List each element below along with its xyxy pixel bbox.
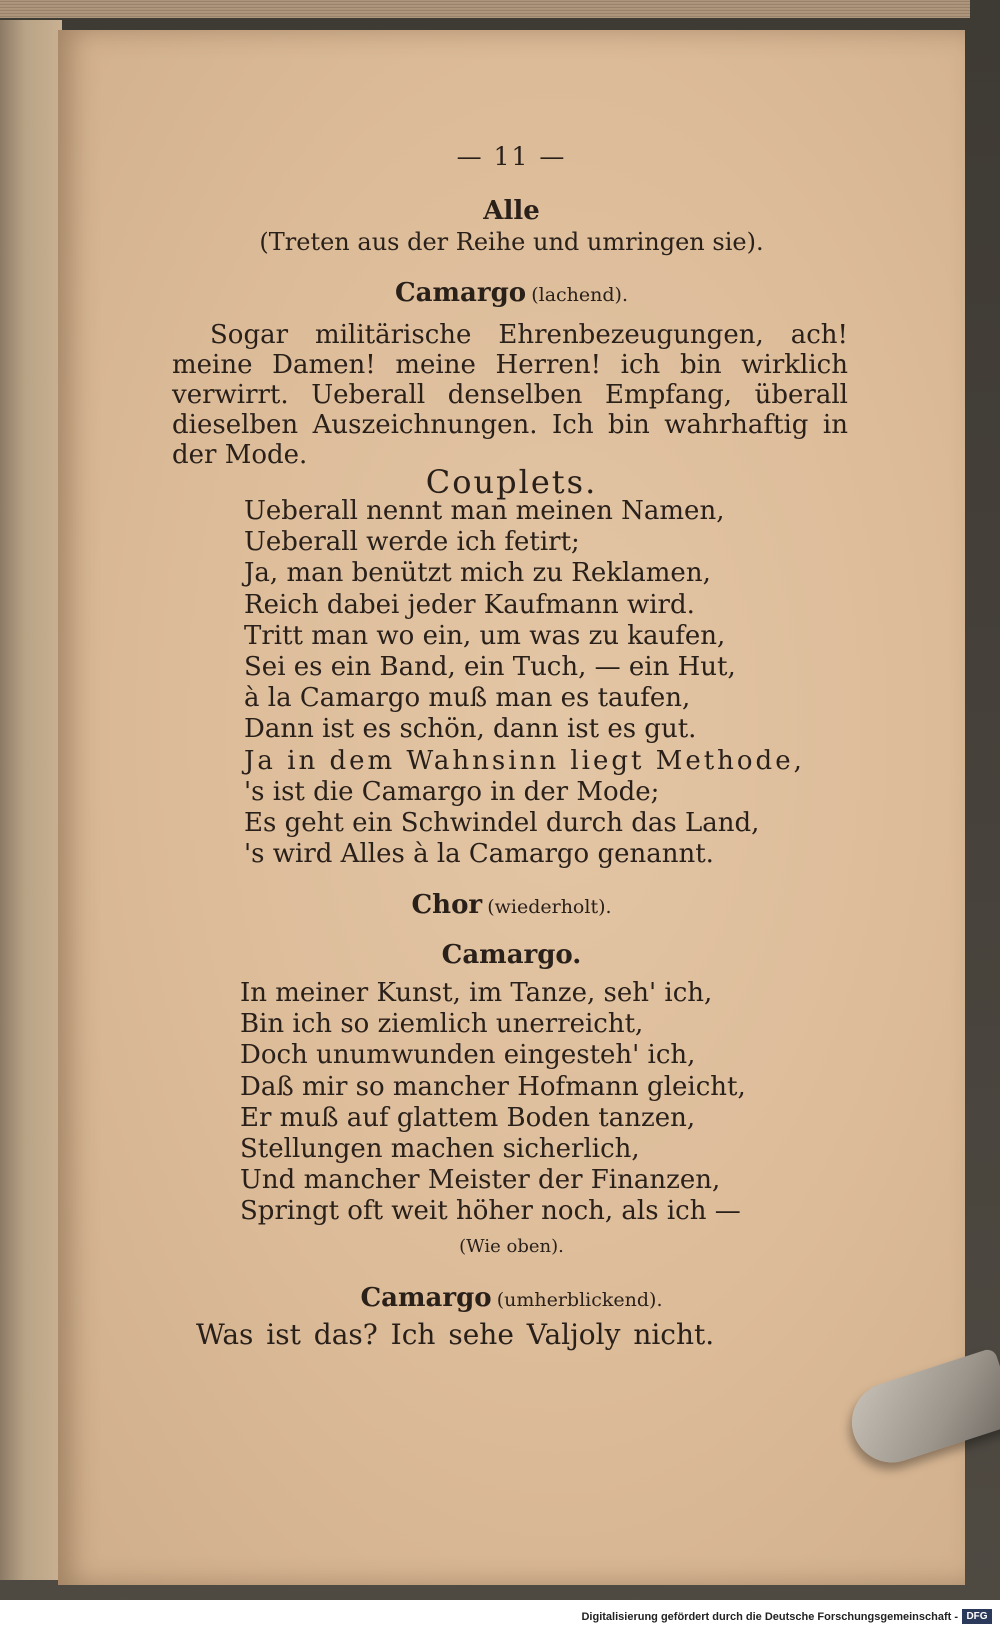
verse-line: Tritt man wo ein, um was zu kaufen, — [244, 620, 726, 651]
dfg-logo: DFG — [962, 1609, 992, 1624]
verse-line: Ueberall werde ich fetirt; — [244, 527, 580, 558]
book-top-edge — [0, 0, 970, 18]
verse-line: Dann ist es schön, dann ist es gut. — [244, 714, 697, 745]
speaker-chor: Chor — [411, 890, 483, 920]
verse-line: Ja, man benützt mich zu Reklamen, — [244, 558, 711, 589]
verse-line: 's wird Alles à la Camargo genannt. — [244, 839, 714, 870]
verse-line: 's ist die Camargo in der Mode; — [244, 776, 660, 807]
couplets-heading: Couplets. — [425, 463, 598, 501]
digitization-credit: Digitalisierung gefördert durch die Deutsche Forschungsgemeinschaft - — [581, 1611, 958, 1623]
stage-direction-camargo-1: (lachend). — [531, 284, 628, 306]
verse-2 — [240, 978, 746, 1228]
verse-line: Ueberall nennt man meinen Namen, — [244, 496, 725, 526]
verse-line: Es geht ein Schwindel durch das Land, — [244, 808, 760, 839]
verse-line: Stellungen machen sicherlich, — [240, 1134, 640, 1165]
verse-line: Ja in dem Wahnsinn liegt Methode, — [244, 745, 805, 776]
verse-line: In meiner Kunst, im Tanze, seh' ich, — [240, 978, 713, 1008]
speaker-camargo-3-line — [58, 1283, 965, 1313]
page-number: — 11 — — [456, 142, 567, 171]
verse-line: Er muß auf glattem Boden tanzen, — [240, 1102, 696, 1133]
stage-direction-wie-oben: (Wie oben). — [459, 1236, 564, 1257]
dialogue-paragraph: Sogar militärische Ehrenbezeugungen, ach! meine Damen! meine Herren! ich bin wirklich verwirrt. Ueberall denselben Empfang, überall dieselben Auszeichnungen. Ich bin wahrhaftig in der Mode. — [172, 320, 848, 470]
speaker-alle: Alle — [483, 196, 540, 226]
left-page-edge — [0, 20, 62, 1580]
verse-line: Doch unumwunden eingesteh' ich, — [240, 1040, 696, 1071]
stage-direction-chor: (wiederholt). — [487, 896, 612, 918]
verse-line: Springt oft weit höher noch, als ich — — [240, 1196, 741, 1227]
verse-line: Daß mir so mancher Hofmann gleicht, — [240, 1071, 746, 1102]
speaker-camargo-3: Camargo — [360, 1283, 492, 1313]
verse-line: Reich dabei jeder Kaufmann wird. — [244, 589, 695, 620]
verse-line: Und mancher Meister der Finanzen, — [240, 1165, 721, 1196]
verse-line: Sei es ein Band, ein Tuch, — ein Hut, — [244, 652, 736, 683]
verse-line: à la Camargo muß man es taufen, — [244, 683, 691, 714]
final-dialogue-line: Was ist das? Ich sehe Valjoly nicht. — [196, 1318, 715, 1351]
speaker-alle-line — [58, 196, 965, 226]
speaker-camargo-2: Camargo. — [441, 940, 582, 970]
verse-line: Bin ich so ziemlich unerreicht, — [240, 1009, 644, 1040]
speaker-chor-line — [58, 890, 965, 920]
speaker-camargo-1-line — [58, 278, 965, 308]
stage-direction-camargo-3: (umherblickend). — [496, 1289, 663, 1311]
speaker-camargo-2-line — [58, 940, 965, 970]
verse-1 — [244, 496, 805, 870]
stage-direction-alle: (Treten aus der Reihe und umringen sie). — [259, 228, 764, 256]
speaker-camargo-1: Camargo — [394, 278, 527, 308]
